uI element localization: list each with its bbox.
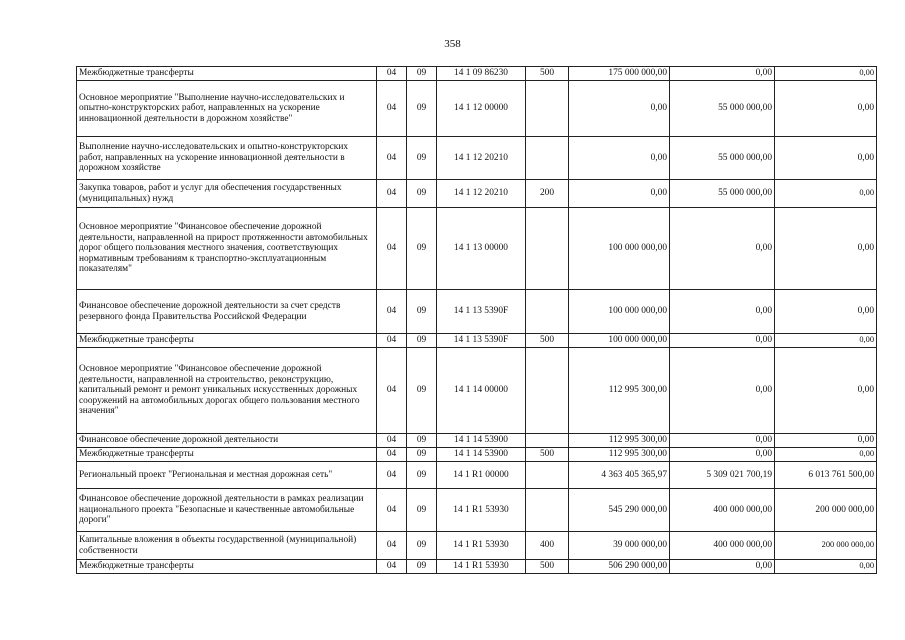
table-row — [77, 137, 877, 180]
cell-subsection: 09 — [407, 532, 437, 560]
cell-amount-2: 0,00 — [670, 67, 775, 81]
cell-amount-1: 175 000 000,00 — [569, 67, 670, 81]
cell-section: 04 — [377, 81, 407, 137]
cell-amount-3: 0,00 — [775, 290, 877, 334]
cell-expense-type — [526, 137, 569, 180]
cell-amount-1: 0,00 — [569, 81, 670, 137]
cell-section: 04 — [377, 489, 407, 532]
page-number: 358 — [444, 38, 461, 50]
cell-amount-2: 0,00 — [670, 208, 775, 290]
cell-expense-type: 500 — [526, 448, 569, 462]
table-row — [77, 532, 877, 560]
cell-amount-2: 0,00 — [670, 448, 775, 462]
table-row — [77, 489, 877, 532]
cell-amount-3: 0,00 — [775, 348, 877, 434]
cell-description: Основное мероприятие "Финансовое обеспечение дорожной деятельности, направленной на строительство, реконструкцию, капитальный ремонт и ремонт уникальных искусственных дорожных сооружений на автомобильных дорогах общего пользования местного значения" — [77, 348, 377, 434]
cell-target-article: 14 1 12 00000 — [437, 81, 526, 137]
cell-subsection: 09 — [407, 180, 437, 208]
cell-description: Финансовое обеспечение дорожной деятельности в рамках реализации национального проекта "Безопасные и качественные автомобильные дороги" — [77, 489, 377, 532]
cell-section: 04 — [377, 434, 407, 448]
cell-target-article: 14 1 13 00000 — [437, 208, 526, 290]
cell-subsection: 09 — [407, 290, 437, 334]
cell-expense-type — [526, 81, 569, 137]
cell-target-article: 14 1 R1 53930 — [437, 560, 526, 574]
cell-amount-3: 6 013 761 500,00 — [775, 462, 877, 489]
cell-subsection: 09 — [407, 208, 437, 290]
cell-amount-1: 545 290 000,00 — [569, 489, 670, 532]
cell-subsection: 09 — [407, 560, 437, 574]
cell-expense-type: 500 — [526, 560, 569, 574]
cell-section: 04 — [377, 348, 407, 434]
cell-amount-2: 400 000 000,00 — [670, 489, 775, 532]
cell-subsection: 09 — [407, 434, 437, 448]
cell-amount-1: 100 000 000,00 — [569, 208, 670, 290]
cell-amount-1: 0,00 — [569, 137, 670, 180]
cell-amount-3: 0,00 — [775, 67, 877, 81]
cell-expense-type: 200 — [526, 180, 569, 208]
cell-section: 04 — [377, 532, 407, 560]
cell-amount-3: 0,00 — [775, 81, 877, 137]
cell-section: 04 — [377, 290, 407, 334]
table-row — [77, 560, 877, 574]
cell-description: Финансовое обеспечение дорожной деятельности за счет средств резервного фонда Правительства Российской Федерации — [77, 290, 377, 334]
cell-description: Финансовое обеспечение дорожной деятельности — [77, 434, 377, 448]
cell-amount-2: 5 309 021 700,19 — [670, 462, 775, 489]
cell-target-article: 14 1 12 20210 — [437, 137, 526, 180]
cell-amount-1: 112 995 300,00 — [569, 348, 670, 434]
cell-subsection: 09 — [407, 67, 437, 81]
cell-subsection: 09 — [407, 137, 437, 180]
cell-description: Межбюджетные трансферты — [77, 334, 377, 348]
cell-subsection: 09 — [407, 334, 437, 348]
cell-amount-2: 0,00 — [670, 334, 775, 348]
cell-amount-2: 400 000 000,00 — [670, 532, 775, 560]
cell-amount-2: 55 000 000,00 — [670, 137, 775, 180]
cell-target-article: 14 1 09 86230 — [437, 67, 526, 81]
cell-target-article: 14 1 R1 53930 — [437, 489, 526, 532]
cell-description: Выполнение научно-исследовательских и опытно-конструкторских работ, направленных на ускорение инновационной деятельности в дорожном хозяйстве — [77, 137, 377, 180]
cell-section: 04 — [377, 560, 407, 574]
cell-target-article: 14 1 R1 53930 — [437, 532, 526, 560]
cell-section: 04 — [377, 334, 407, 348]
cell-description: Межбюджетные трансферты — [77, 448, 377, 462]
cell-amount-1: 506 290 000,00 — [569, 560, 670, 574]
cell-description: Капитальные вложения в объекты государственной (муниципальной) собственности — [77, 532, 377, 560]
cell-target-article: 14 1 14 53900 — [437, 434, 526, 448]
cell-amount-3: 0,00 — [775, 448, 877, 462]
cell-description: Закупка товаров, работ и услуг для обеспечения государственных (муниципальных) нужд — [77, 180, 377, 208]
cell-amount-3: 200 000 000,00 — [775, 489, 877, 532]
table-row — [77, 462, 877, 489]
cell-amount-3: 0,00 — [775, 334, 877, 348]
cell-expense-type: 500 — [526, 67, 569, 81]
cell-description: Региональный проект "Региональная и местная дорожная сеть" — [77, 462, 377, 489]
cell-target-article: 14 1 R1 00000 — [437, 462, 526, 489]
cell-amount-2: 0,00 — [670, 290, 775, 334]
cell-amount-3: 0,00 — [775, 560, 877, 574]
table-row — [77, 290, 877, 334]
table-row — [77, 348, 877, 434]
cell-amount-3: 0,00 — [775, 208, 877, 290]
cell-amount-2: 0,00 — [670, 348, 775, 434]
budget-table — [76, 66, 877, 574]
cell-amount-2: 55 000 000,00 — [670, 81, 775, 137]
cell-subsection: 09 — [407, 81, 437, 137]
cell-description: Межбюджетные трансферты — [77, 560, 377, 574]
table-row — [77, 67, 877, 81]
cell-section: 04 — [377, 208, 407, 290]
cell-target-article: 14 1 12 20210 — [437, 180, 526, 208]
cell-amount-2: 55 000 000,00 — [670, 180, 775, 208]
cell-subsection: 09 — [407, 462, 437, 489]
cell-expense-type — [526, 208, 569, 290]
cell-expense-type — [526, 434, 569, 448]
cell-expense-type — [526, 462, 569, 489]
cell-amount-1: 100 000 000,00 — [569, 334, 670, 348]
cell-section: 04 — [377, 180, 407, 208]
cell-amount-1: 100 000 000,00 — [569, 290, 670, 334]
table-row — [77, 81, 877, 137]
cell-amount-1: 0,00 — [569, 180, 670, 208]
cell-subsection: 09 — [407, 448, 437, 462]
cell-amount-2: 0,00 — [670, 434, 775, 448]
cell-amount-1: 112 995 300,00 — [569, 434, 670, 448]
cell-target-article: 14 1 13 5390F — [437, 334, 526, 348]
cell-target-article: 14 1 14 53900 — [437, 448, 526, 462]
cell-expense-type: 400 — [526, 532, 569, 560]
cell-expense-type — [526, 489, 569, 532]
cell-subsection: 09 — [407, 489, 437, 532]
cell-amount-3: 0,00 — [775, 137, 877, 180]
cell-section: 04 — [377, 448, 407, 462]
cell-section: 04 — [377, 137, 407, 180]
table-row — [77, 448, 877, 462]
cell-amount-3: 200 000 000,00 — [775, 532, 877, 560]
cell-section: 04 — [377, 67, 407, 81]
table-row — [77, 208, 877, 290]
cell-description: Основное мероприятие "Выполнение научно-исследовательских и опытно-конструкторских работ, направленных на ускорение инновационной деятельности в дорожном хозяйстве" — [77, 81, 377, 137]
cell-target-article: 14 1 13 5390F — [437, 290, 526, 334]
cell-expense-type — [526, 348, 569, 434]
cell-amount-3: 0,00 — [775, 180, 877, 208]
cell-target-article: 14 1 14 00000 — [437, 348, 526, 434]
cell-amount-1: 39 000 000,00 — [569, 532, 670, 560]
cell-amount-2: 0,00 — [670, 560, 775, 574]
table-row — [77, 334, 877, 348]
cell-subsection: 09 — [407, 348, 437, 434]
cell-amount-3: 0,00 — [775, 434, 877, 448]
table-row — [77, 180, 877, 208]
cell-expense-type — [526, 290, 569, 334]
cell-amount-1: 4 363 405 365,97 — [569, 462, 670, 489]
cell-description: Межбюджетные трансферты — [77, 67, 377, 81]
cell-description: Основное мероприятие "Финансовое обеспечение дорожной деятельности, направленной на прирост протяженности автомобильных дорог общего пользования местного значения, соответствующих нормативным требованиям к транспортно-эксплуатационным показателям" — [77, 208, 377, 290]
cell-section: 04 — [377, 462, 407, 489]
cell-amount-1: 112 995 300,00 — [569, 448, 670, 462]
cell-expense-type: 500 — [526, 334, 569, 348]
table-row — [77, 434, 877, 448]
